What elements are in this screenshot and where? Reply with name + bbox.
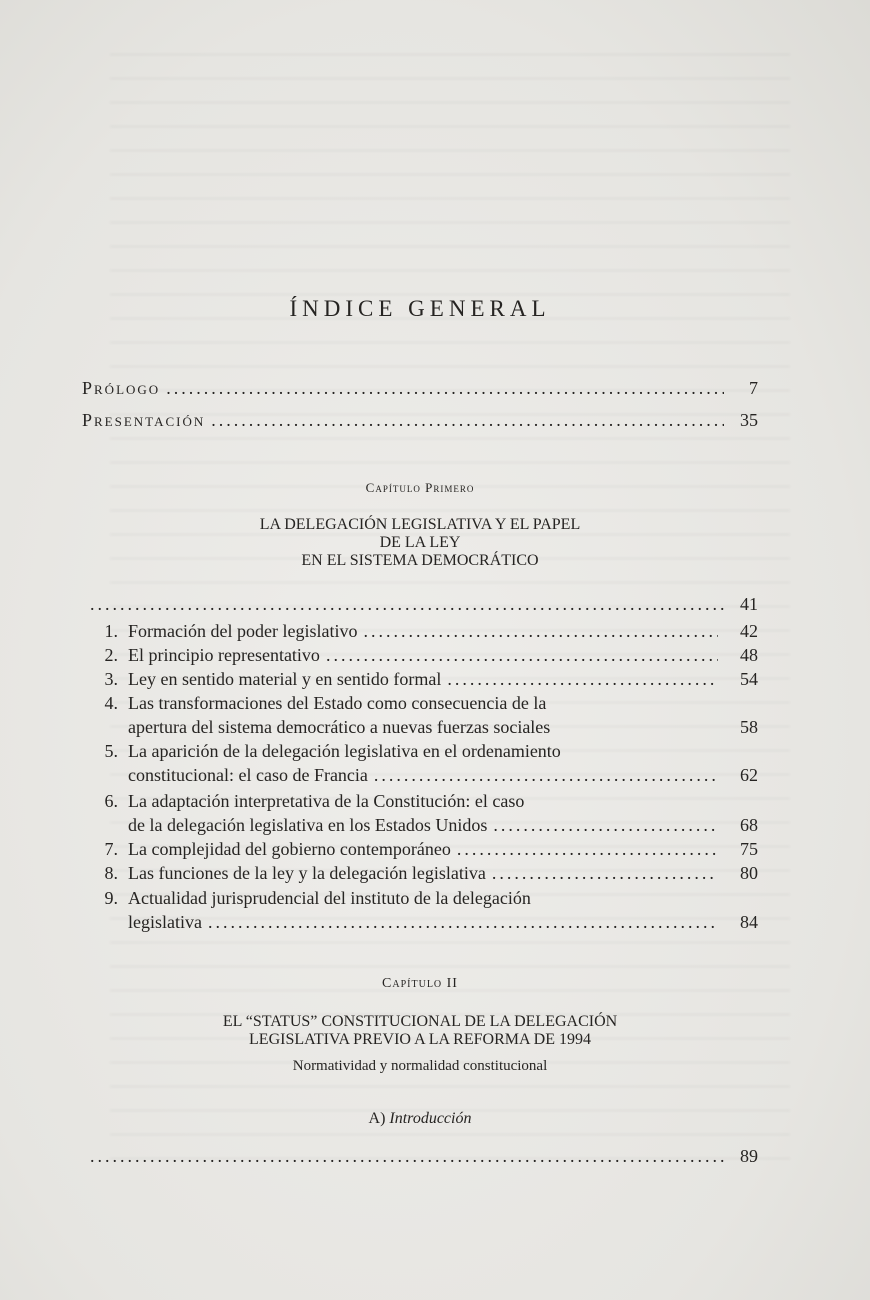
entry-page: 54 xyxy=(740,669,758,689)
entry-page: 42 xyxy=(740,621,758,641)
entry-text: de la delegación legislativa en los Estados Unidos xyxy=(128,815,488,835)
leader-dots xyxy=(447,667,718,691)
entry-text: constitucional: el caso de Francia xyxy=(128,765,368,785)
entry-text: apertura del sistema democrático a nuevas fuerzas sociales xyxy=(128,717,551,737)
entry-page: 58 xyxy=(740,717,758,737)
entry-number: 1. xyxy=(104,621,118,641)
entry-text: Ley en sentido material y en sentido formal xyxy=(128,669,442,689)
entry-text: La adaptación interpretativa de la Constitución: el caso xyxy=(128,791,525,811)
entry-page: 68 xyxy=(740,815,758,835)
toc-page: 35 xyxy=(740,410,758,430)
entry-page: 62 xyxy=(740,765,758,785)
section-prefix: A) xyxy=(368,1110,386,1127)
entry-number: 7. xyxy=(104,839,118,859)
entry-page: 80 xyxy=(740,863,758,883)
toc-page: 7 xyxy=(749,378,758,398)
entry-text: Actualidad jurisprudencial del instituto de la delegación xyxy=(128,888,531,908)
leader-dots xyxy=(363,619,718,643)
entry-number: 3. xyxy=(104,669,118,689)
entry-number: 9. xyxy=(104,888,118,908)
chapter2-heading xyxy=(120,1013,720,1049)
entry-number: 6. xyxy=(104,791,118,811)
chapter1-heading-line: LA DELEGACIÓN LEGISLATIVA Y EL PAPEL xyxy=(259,516,581,533)
section-title xyxy=(0,1110,840,1128)
chapter1-heading-line: EN EL SISTEMA DEMOCRÁTICO xyxy=(301,552,539,569)
leader-dots xyxy=(457,837,718,861)
toc-label: Presentación xyxy=(82,410,206,430)
leader-dots xyxy=(211,410,724,431)
chapter1-label: Capítulo Primero xyxy=(365,480,475,495)
page-title: ÍNDICE GENERAL xyxy=(289,296,551,321)
leader-dots xyxy=(493,813,718,837)
toc-entry-presentacion[interactable] xyxy=(82,410,758,431)
chapter2-intro-entry[interactable] xyxy=(90,1146,758,1167)
chapter2-subtitle: Normatividad y normalidad constitucional xyxy=(292,1058,548,1074)
entry-text: Las transformaciones del Estado como consecuencia de la xyxy=(128,693,547,713)
entry-text: El principio representativo xyxy=(128,645,320,665)
leader-dots xyxy=(166,378,724,399)
leader-dots xyxy=(326,643,718,667)
entry-number: 8. xyxy=(104,863,118,883)
entry-number: 4. xyxy=(104,693,118,713)
chapter2-heading-line: EL “STATUS” CONSTITUCIONAL DE LA DELEGACIÓN xyxy=(222,1013,618,1030)
chapter2-heading-line: LEGISLATIVA PREVIO A LA REFORMA DE 1994 xyxy=(249,1031,591,1048)
leader-dots xyxy=(90,594,724,615)
entry-number: 5. xyxy=(104,741,118,761)
entry-text: Formación del poder legislativo xyxy=(128,621,358,641)
leader-dots xyxy=(374,763,718,787)
entry-text: legislativa xyxy=(128,912,202,932)
toc-page: 41 xyxy=(740,594,758,614)
leader-dots xyxy=(492,861,718,885)
chapter1-intro-entry[interactable] xyxy=(90,594,758,615)
toc-page: 89 xyxy=(740,1146,758,1166)
entry-text: La aparición de la delegación legislativa en el ordenamiento xyxy=(128,741,561,761)
chapter1-heading-line: DE LA LEY xyxy=(379,534,461,551)
leader-dots xyxy=(208,910,718,934)
toc-entry-prologo[interactable] xyxy=(82,378,758,399)
entry-page: 84 xyxy=(740,912,758,932)
toc-label: Prólogo xyxy=(82,378,161,398)
section-title-text: Introducción xyxy=(389,1110,472,1127)
chapter1-heading xyxy=(170,516,670,570)
entry-number: 2. xyxy=(104,645,118,665)
entry-page: 48 xyxy=(740,645,758,665)
entry-text: La complejidad del gobierno contemporáneo xyxy=(128,839,451,859)
entry-text: Las funciones de la ley y la delegación legislativa xyxy=(128,863,486,883)
chapter2-label: Capítulo II xyxy=(382,976,458,991)
leader-dots xyxy=(90,1146,724,1167)
entry-page: 75 xyxy=(740,839,758,859)
